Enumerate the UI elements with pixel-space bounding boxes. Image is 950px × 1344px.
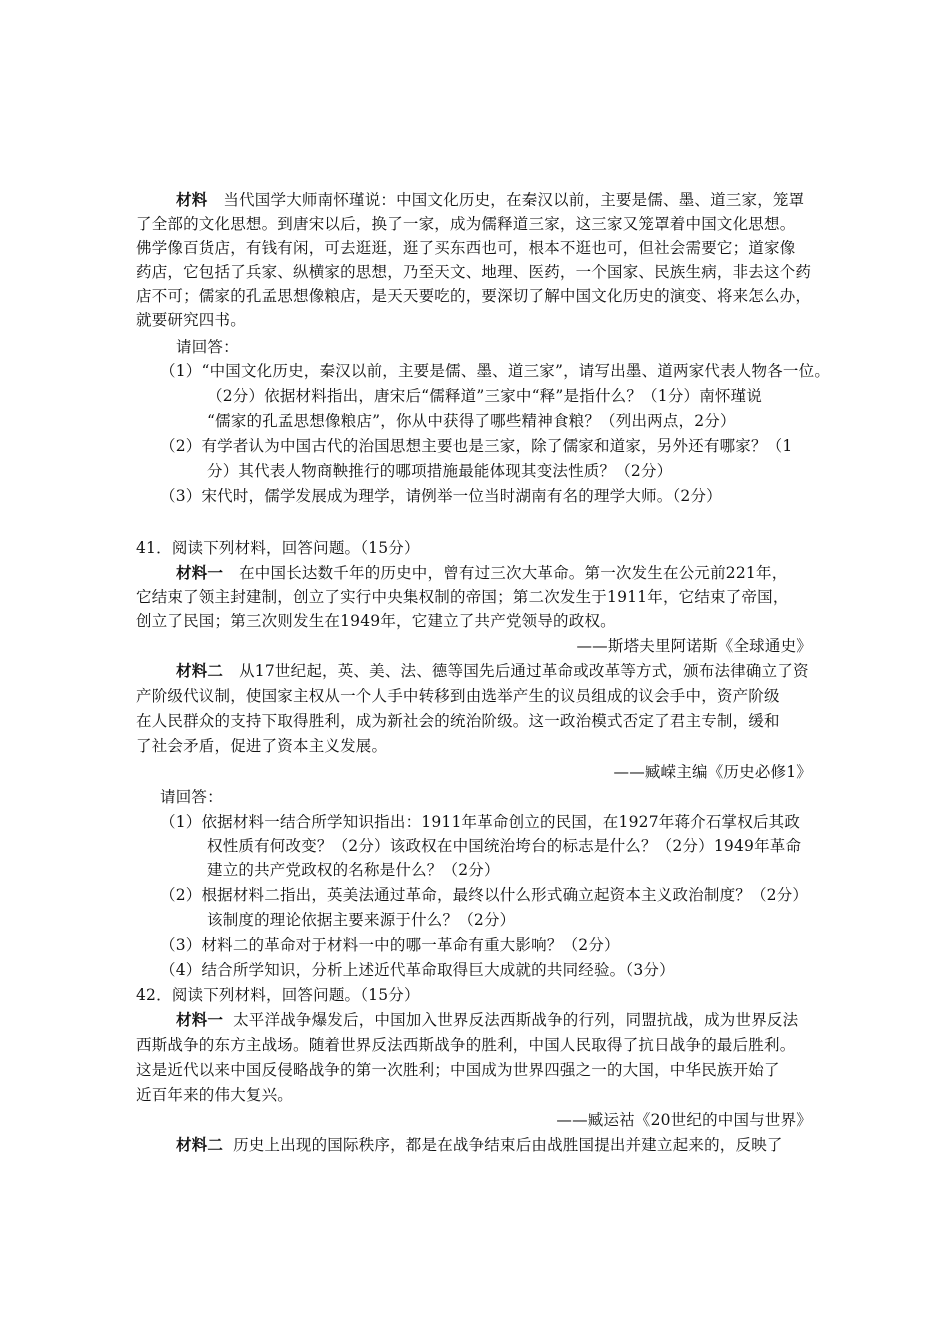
question-line: 权性质有何改变？（2分）该政权在中国统治垮台的标志是什么？（2分）1949年革命 <box>207 837 802 855</box>
question-line: 建立的共产党政权的名称是什么？（2分） <box>207 861 500 879</box>
source-citation: ——臧嵘主编《历史必修1》 <box>613 763 812 781</box>
source-citation: ——臧运祜《20世纪的中国与世界》 <box>556 1111 812 1129</box>
material-paragraph-line: 了全部的文化思想。到唐宋以后，换了一家，成为儒释道三家，这三家又笼罩着中国文化思想。 <box>136 215 796 233</box>
question-line: （2）根据材料二指出，英美法通过革命，最终以什么形式确立起资本主义政治制度？（2分） <box>160 886 809 904</box>
material-paragraph-line: 近百年来的伟大复兴。 <box>136 1086 294 1104</box>
material-paragraph-line: 了社会矛盾，促进了资本主义发展。 <box>136 737 388 755</box>
material-paragraph-line: 西斯战争的东方主战场。随着世界反法西斯战争的胜利，中国人民取得了抗日战争的最后胜利。 <box>136 1036 796 1054</box>
material-paragraph-line: 就要研究四书。 <box>136 311 246 329</box>
material-label: 材料一 <box>176 563 224 582</box>
question-line: 分）其代表人物商鞅推行的哪项措施最能体现其变法性质？（2分） <box>207 462 673 480</box>
question-line: “儒家的孔孟思想像粮店”，你从中获得了哪些精神食粮？（列出两点，2分） <box>207 412 736 430</box>
material-paragraph-line: 材料二 从17世纪起，英、美、法、德等国先后通过革命或改革等方式，颁布法律确立了资 <box>176 661 809 680</box>
prompt-label: 请回答： <box>160 788 223 806</box>
prompt-label: 请回答： <box>176 338 239 356</box>
question-line: （1）“中国文化历史，秦汉以前，主要是儒、墨、道三家”，请写出墨、道两家代表人物各一位。 <box>160 362 831 380</box>
material-paragraph-line: 佛学像百货店，有钱有闲，可去逛逛，逛了买东西也可，根本不逛也可，但社会需要它；道家像 <box>136 239 796 257</box>
material-paragraph-line: 材料一 太平洋战争爆发后，中国加入世界反法西斯战争的行列，同盟抗战，成为世界反法 <box>176 1010 799 1029</box>
material-label: 材料二 <box>176 1135 224 1154</box>
material-paragraph-line: 材料二 历史上出现的国际秩序，都是在战争结束后由战胜国提出并建立起来的，反映了 <box>176 1135 783 1154</box>
source-citation: ——斯塔夫里阿诺斯《全球通史》 <box>576 637 812 655</box>
question-line: 该制度的理论依据主要来源于什么？（2分） <box>207 911 516 929</box>
question-line: （3）材料二的革命对于材料一中的哪一革命有重大影响？（2分） <box>160 936 620 954</box>
question-41-title: 41．阅读下列材料，回答问题。（15分） <box>136 539 420 557</box>
material-paragraph-line: 材料一 在中国长达数千年的历史中，曾有过三次大革命。第一次发生在公元前221年， <box>176 563 788 582</box>
material-paragraph-line: 药店，它包括了兵家、纵横家的思想，乃至天文、地理、医药，一个国家、民族生病，非去这个药 <box>136 263 812 281</box>
material-label: 材料一 <box>176 1010 224 1029</box>
material-paragraph-line: 店不可；儒家的孔孟思想像粮店，是天天要吃的，要深切了解中国文化历史的演变、将来怎么办， <box>136 287 812 305</box>
material-paragraph-line: 这是近代以来中国反侵略战争的第一次胜利；中国成为世界四强之一的大国，中华民族开始了 <box>136 1061 780 1079</box>
question-line: （4）结合所学知识，分析上述近代革命取得巨大成就的共同经验。（3分） <box>160 961 675 979</box>
material-label: 材料二 <box>176 661 224 680</box>
material-paragraph-line: 材料 当代国学大师南怀瑾说：中国文化历史，在秦汉以前，主要是儒、墨、道三家，笼罩 <box>176 190 805 209</box>
material-label: 材料 <box>176 190 208 209</box>
material-paragraph-line: 产阶级代议制，使国家主权从一个人手中转移到由选举产生的议员组成的议会手中，资产阶级 <box>136 687 780 705</box>
question-line: （3）宋代时，儒学发展成为理学，请例举一位当时湖南有名的理学大师。（2分） <box>160 487 722 505</box>
question-42-title: 42．阅读下列材料，回答问题。（15分） <box>136 986 420 1004</box>
material-paragraph-line: 在人民群众的支持下取得胜利，成为新社会的统治阶级。这一政治模式否定了君主专制，缓和 <box>136 712 780 730</box>
question-line: （2）有学者认为中国古代的治国思想主要也是三家，除了儒家和道家，另外还有哪家？（1 <box>160 437 793 455</box>
question-line: （2分）依据材料指出，唐宋后“儒释道”三家中“释”是指什么？（1分）南怀瑾说 <box>207 387 763 405</box>
question-line: （1）依据材料一结合所学知识指出：1911年革命创立的民国，在1927年蒋介石掌权后其政 <box>160 813 801 831</box>
material-paragraph-line: 创立了民国；第三次则发生在1949年，它建立了共产党领导的政权。 <box>136 612 616 630</box>
material-paragraph-line: 它结束了领主封建制，创立了实行中央集权制的帝国；第二次发生于1911年，它结束了帝国， <box>136 588 789 606</box>
